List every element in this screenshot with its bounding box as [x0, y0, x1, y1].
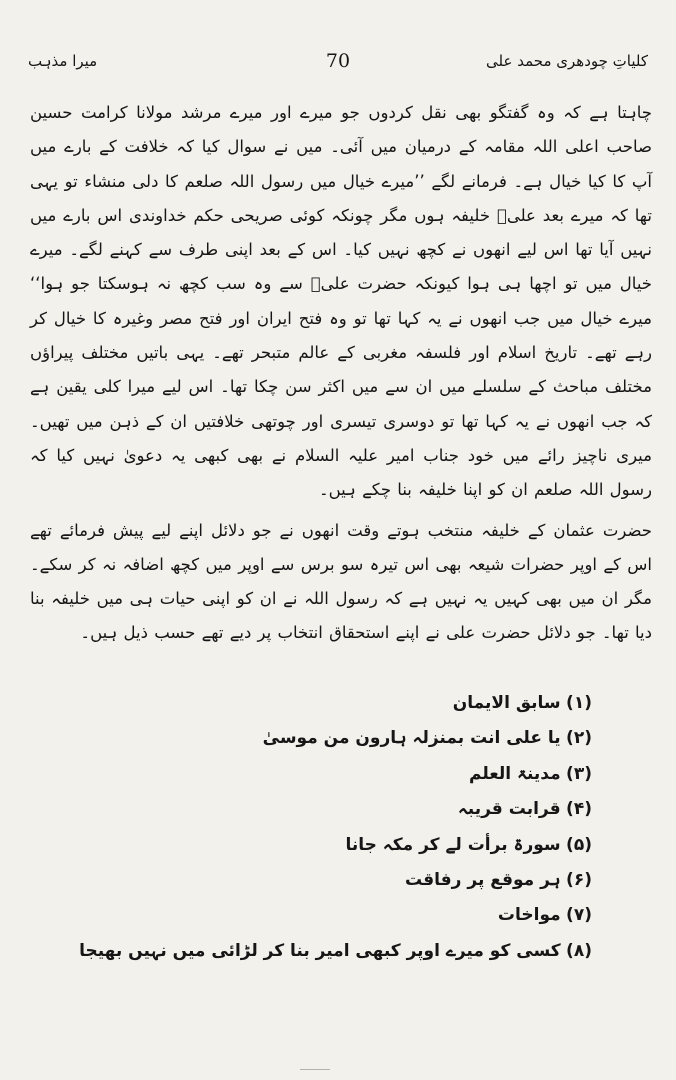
list-number: (۵) [566, 834, 592, 855]
list-text: کسی کو میرے اوپر کبھی امیر بنا کر لڑائی میں نہیں بھیجا [79, 940, 561, 961]
list-text: سابق الایمان [452, 693, 561, 713]
list-item [72, 686, 592, 721]
list-text: سورۃ برأت لے کر مکہ جانا [345, 834, 561, 855]
list-item [72, 828, 592, 863]
book-title: کلیاتِ چودھری محمد علی [486, 52, 648, 70]
arguments-list [72, 686, 592, 969]
list-item [72, 934, 592, 969]
list-text: مدینۃ العلم [469, 763, 561, 784]
list-number: (۶) [566, 869, 592, 890]
list-item [72, 863, 592, 898]
list-number: (۱) [566, 693, 592, 713]
page-header [28, 52, 648, 82]
list-number: (۳) [566, 763, 592, 784]
footer-mark [300, 1069, 330, 1074]
list-text: ہر موقع پر رفاقت [405, 869, 561, 890]
paragraph-2: حضرت عثمان کے خلیفہ منتخب ہوتے وقت انھوں نے جو دلائل اپنے لیے پیش فرمائے تھے اس کے اوپر حضرات شیعہ بھی اس تیرہ سو برس سے اوپر میں کچھ اضافہ نہ کر سکے۔ مگر ان میں بھی کہیں یہ نہیں ہے کہ رسول اللہ نے ان کو اپنی حیات ہی میں خلیفہ بنا دیا تھا۔ جو دلائل حضرت علی نے اپنے استحقاق انتخاب پر دیے تھے حسب ذیل ہیں۔ [30, 520, 652, 643]
paragraph-1: چاہتا ہے کہ وہ گفتگو بھی نقل کردوں جو میرے اور میرے مرشد مولانا کرامت حسین صاحب اعلی اللہ مقامہ کے درمیان میں آئی۔ میں نے سوال کیا کہ خلافت کے بارے میں آپ کا کیا خیال ہے۔ فرمانے لگے ’’میرے خیال میں رسول اللہ صلعم کا دلی منشاء تو یہی تھا کہ میرے بعد علیؑ خلیفہ ہوں مگر چونکہ کوئی صریحی حکم خداوندی اس بارے میں نہیں آیا تھا اس لیے انھوں نے کچھ نہیں کیا۔ اس کے بعد اپنی طرف سے کہنے لگے۔ میرے خیال میں تو اچھا ہی ہوا کیونکہ حضرت علیؑ سے وہ سب کچھ نہ ہوسکتا جو ہوا‘‘ میرے خیال میں جب انھوں نے یہ کہا تھا تو وہ فتح ایران اور فتح مصر وغیرہ کا خیال کر رہے تھے۔ تاریخ اسلام اور فلسفہ مغربی کے عالم متبحر تھے۔ یہی باتیں مختلف پیراؤں مختلف مباحث کے سلسلے میں ان سے میں اکثر سن چکا تھا۔ اس لیے میرا کلی یقین ہے کہ جب انھوں نے یہ کہا تھا تو دوسری تیسری اور چوتھی خلافتیں ان کے ذہن میں تھیں۔ میری ناچیز رائے میں خود جناب امیر علیہ السلام نے بھی کبھی یہ دعویٰ نہیں کیا کہ رسول اللہ صلعم ان کو اپنا خلیفہ بنا چکے ہیں۔ [30, 103, 652, 500]
list-item [72, 721, 592, 756]
body-text [30, 96, 652, 651]
chapter-title: میرا مذہب [28, 52, 98, 70]
list-item [72, 792, 592, 827]
list-text: قرابت قریبہ [457, 799, 561, 820]
list-text: مواخات [497, 905, 561, 926]
list-item [72, 757, 592, 792]
list-number: (۸) [566, 940, 592, 961]
list-number: (۴) [566, 799, 592, 820]
list-number: (۲) [566, 728, 592, 749]
list-text: یا علی انت بمنزلہ ہارون من موسیٰ [262, 728, 561, 749]
page-number: 70 [325, 50, 351, 72]
list-number: (۷) [566, 905, 592, 926]
list-item [72, 898, 592, 933]
